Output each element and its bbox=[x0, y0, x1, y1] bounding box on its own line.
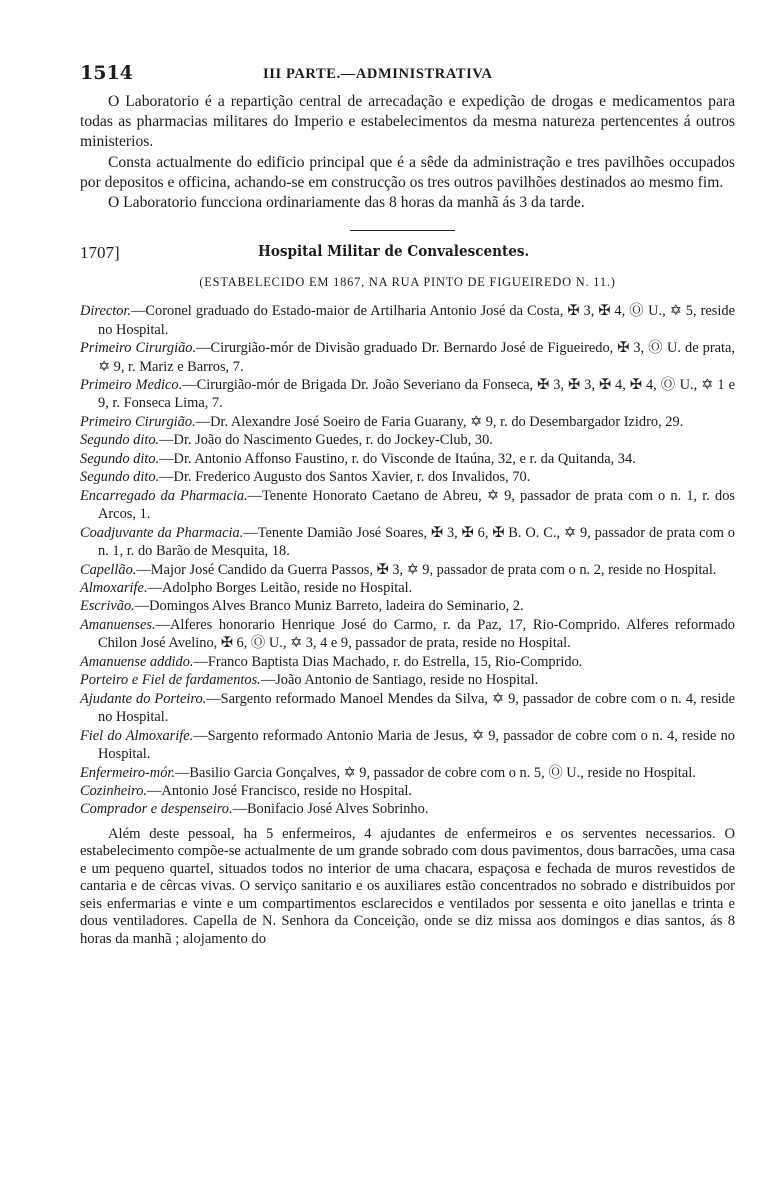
staff-details: —Adolpho Borges Leitão, reside no Hospital. bbox=[147, 580, 413, 597]
document-page bbox=[80, 62, 735, 948]
section-divider bbox=[350, 230, 455, 231]
staff-entry bbox=[80, 597, 735, 615]
staff-entry bbox=[80, 690, 735, 727]
staff-role: Almoxarife. bbox=[80, 580, 148, 597]
staff-details: —Alferes honorario Henrique José do Carmo, r. da Paz, 17, Rio-Comprido. Alferes reformado Chilon José Avelino, ✠ 6, Ⓞ U., ✡ 3, 4 e 9, passador de prata, reside no Hospital. bbox=[98, 616, 735, 652]
staff-entry bbox=[80, 487, 735, 524]
staff-details: —Antonio José Francisco, reside no Hospital. bbox=[147, 783, 413, 799]
staff-details: —Dr. Frederico Augusto dos Santos Xavier, r. dos Invalidos, 70. bbox=[159, 469, 531, 486]
page-header bbox=[80, 62, 735, 92]
staff-entry bbox=[80, 579, 735, 597]
staff-role: Enfermeiro-mór. bbox=[80, 764, 175, 781]
staff-role: Capellão. bbox=[80, 561, 137, 578]
staff-details: —Domingos Alves Branco Muniz Barreto, ladeira do Seminario, 2. bbox=[134, 598, 524, 615]
staff-entry bbox=[80, 616, 735, 653]
staff-details: —Sargento reformado Manoel Mendes da Silva, ✡ 9, passador de cobre com o n. 4, reside no Hospital. bbox=[98, 690, 736, 726]
staff-entry bbox=[80, 764, 735, 782]
closing-paragraph: Além deste pessoal, ha 5 enfermeiros, 4 ajudantes de enfermeiros e os serventes necessarios. O estabelecimento compõe-se actualmente de um grande sobrado com dous pavimentos, dous barracões, uma casa e um pequeno quartel, situados todos no interior de uma chacara, espaçosa e fechada de muros revestidos de cantaria e de cêrcas vivas. O serviço sanitario e os auxiliares estão concentrados no sobrado e distribuidos por seis enfermarias e vinte e um compartimentos esclarecidos e ventilados por sessenta e oito janellas e trinta e dous ventiladores. Capella de N. Senhora da Conceição, onde se diz missa aos domingos e dias santos, ás 8 horas da manhã ; alojamento do bbox=[80, 825, 735, 947]
staff-details: —Bonifacio José Alves Sobrinho. bbox=[232, 801, 429, 818]
staff-role: Primeiro Medico. bbox=[80, 377, 183, 394]
staff-entry bbox=[80, 727, 735, 764]
staff-role: Segundo dito. bbox=[80, 469, 160, 486]
section-heading bbox=[80, 243, 735, 269]
staff-details: —Cirurgião-mór de Divisão graduado Dr. Bernardo José de Figueiredo, ✠ 3, Ⓞ U. de prata, ✡ 9, r. Mariz e Barros, 7. bbox=[98, 340, 735, 375]
staff-details: —Tenente Honorato Caetano de Abreu, ✡ 9, passador de prata com o n. 1, r. dos Arcos, 1. bbox=[98, 487, 735, 523]
staff-details: —Basilio Garcia Gonçalves, ✡ 9, passador de cobre com o n. 5, Ⓞ U., reside no Hospital. bbox=[175, 764, 696, 781]
staff-role: Cozinheiro. bbox=[80, 783, 148, 799]
staff-role: Primeiro Cirurgião. bbox=[80, 340, 197, 357]
staff-role: Ajudante do Porteiro. bbox=[80, 690, 207, 707]
page-number: 1514 bbox=[80, 62, 133, 84]
staff-role: Amanuense addido. bbox=[80, 653, 194, 670]
staff-role: Coadjuvante da Pharmacia. bbox=[80, 524, 244, 541]
staff-entry bbox=[80, 468, 735, 486]
staff-details: —Sargento reformado Antonio Maria de Jesus, ✡ 9, passador de cobre com o n. 4, reside no Hospital. bbox=[98, 727, 735, 763]
staff-role: Fiel do Almoxarife. bbox=[80, 727, 194, 744]
intro-paragraph: Consta actualmente do edificio principal que é a sêde da administração e tres pavilhões occupados por depositos e officina, achando-se em construcção os tres outros pavilhões destinados ao mesmo fim. bbox=[80, 153, 735, 191]
staff-role: Director. bbox=[80, 303, 132, 320]
staff-entry bbox=[80, 376, 735, 413]
staff-entry bbox=[80, 782, 735, 800]
intro-paragraph: O Laboratorio é a repartição central de arrecadação e expedição de drogas e medicamentos para todas as pharmacias militares do Imperio e estabelecimentos da mesma natureza pertencentes á outros ministerios. bbox=[80, 93, 735, 151]
section-subtitle: (ESTABELECIDO EM 1867, NA RUA PINTO DE FIGUEIREDO N. 11.) bbox=[199, 275, 616, 290]
staff-role: Primeiro Cirurgião. bbox=[80, 413, 196, 430]
staff-list bbox=[80, 302, 735, 819]
running-head: III PARTE.—ADMINISTRATIVA bbox=[263, 66, 493, 82]
closing-section bbox=[80, 826, 735, 949]
staff-entry bbox=[80, 413, 735, 431]
staff-role: Porteiro e Fiel de fardamentos. bbox=[80, 672, 261, 689]
staff-entry bbox=[80, 524, 735, 561]
staff-role: Escrivão. bbox=[80, 598, 135, 615]
staff-entry bbox=[80, 450, 735, 468]
staff-entry bbox=[80, 339, 735, 376]
section-title: Hospital Militar de Convalescentes. bbox=[258, 243, 530, 261]
staff-entry bbox=[80, 800, 735, 818]
section-number: 1707] bbox=[80, 243, 120, 263]
staff-entry bbox=[80, 561, 735, 579]
staff-details: —Cirurgião-mór de Brigada Dr. João Severiano da Fonseca, ✠ 3, ✠ 3, ✠ 4, ✠ 4, Ⓞ U., ✡ 1 e 9, r. Fonseca Lima, 7. bbox=[98, 377, 735, 412]
staff-details: —Major José Candido da Guerra Passos, ✠ 3, ✡ 9, passador de prata com o n. 2, reside no Hospital. bbox=[136, 561, 717, 578]
staff-role: Encarregado da Pharmacia. bbox=[80, 487, 248, 504]
staff-details: —Dr. João do Nascimento Guedes, r. do Jockey-Club, 30. bbox=[159, 432, 493, 449]
staff-details: —Dr. Alexandre José Soeiro de Faria Guarany, ✡ 9, r. do Desembargador Izidro, 29. bbox=[195, 413, 684, 430]
staff-role: Amanuenses. bbox=[80, 616, 156, 633]
staff-details: —Franco Baptista Dias Machado, r. do Estrella, 15, Rio-Comprido. bbox=[193, 653, 583, 670]
staff-entry bbox=[80, 671, 735, 689]
staff-details: —João Antonio de Santiago, reside no Hospital. bbox=[260, 672, 539, 689]
staff-details: —Tenente Damião José Soares, ✠ 3, ✠ 6, ✠ B. O. C., ✡ 9, passador de prata com o n. 1, r. do Barão de Mesquita, 18. bbox=[98, 524, 735, 560]
staff-entry bbox=[80, 431, 735, 449]
staff-details: —Coronel graduado do Estado-maior de Artilharia Antonio José da Costa, ✠ 3, ✠ 4, Ⓞ U., ✡ 5, reside no Hospital. bbox=[98, 303, 735, 338]
staff-role: Comprador e despenseiro. bbox=[80, 801, 233, 818]
intro-paragraph: O Laboratorio funcciona ordinariamente das 8 horas da manhã ás 3 da tarde. bbox=[108, 194, 585, 212]
staff-role: Segundo dito. bbox=[80, 432, 160, 449]
staff-role: Segundo dito. bbox=[80, 450, 160, 467]
laboratorio-section bbox=[80, 92, 735, 213]
staff-entry bbox=[80, 653, 735, 671]
staff-entry bbox=[80, 302, 735, 339]
staff-details: —Dr. Antonio Affonso Faustino, r. do Visconde de Itaúna, 32, e r. da Quitanda, 34. bbox=[159, 450, 636, 467]
